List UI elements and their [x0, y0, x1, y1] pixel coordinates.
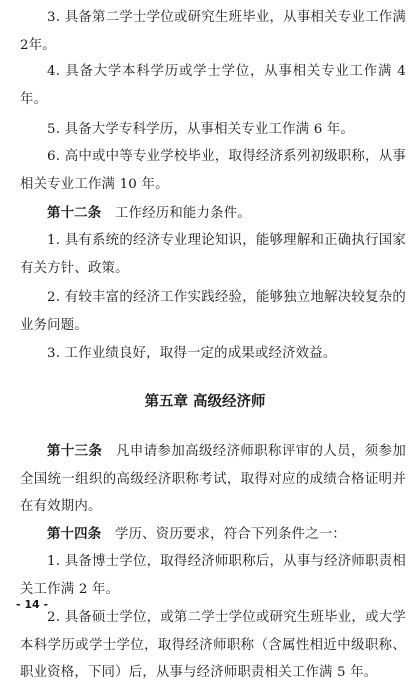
article-12-item-2: 2. 有较丰富的经济工作实践经验，能够独立地解决较复杂的业务问题。 [20, 290, 406, 333]
paragraph-item-4: 4. 具备大学本科学历或学士学位，从事相关专业工作满 4年。 [20, 64, 406, 107]
article-14-item-1: 1. 具备博士学位，取得经济师职称后，从事与经济师职责相关工作满 2 年。 [20, 554, 406, 597]
paragraph-item-3: 3. 具备第二学士学位或研究生班毕业，从事相关专业工作满2年。 [20, 10, 406, 53]
page-number: - 14 - [16, 598, 49, 611]
article-14: 第十四条 学历、资历要求，符合下列条件之一： [47, 526, 347, 542]
article-14-item-2: 2. 具备硕士学位，或第二学士学位或研究生班毕业，或大学本科学历或学士学位，取得经济师职称（含属性相近中级职称、职业资格，下同）后，从事与经济师职责相关工作满 5 年。 [20, 610, 406, 680]
article-label: 第十二条 [47, 205, 102, 221]
paragraph-item-5: 5. 具备大学专科学历，从事相关专业工作满 6 年。 [47, 122, 355, 137]
chapter-heading: 第五章 高级经济师 [144, 394, 266, 410]
article-label: 第十三条 [47, 443, 103, 459]
article-12-item-3: 3. 工作业绩良好，取得一定的成果或经济效益。 [47, 346, 337, 361]
article-12: 第十二条 工作经历和能力条件。 [47, 205, 251, 221]
article-12-item-1: 1. 具有系统的经济专业理论知识，能够理解和正确执行国家有关方针、政策。 [20, 233, 406, 276]
article-13: 第十三条 凡申请参加高级经济师职称评审的人员，须参加全国统一组织的高级经济职称考试，取得对应的成绩合格证明并在有效期内。 [20, 443, 406, 514]
article-label: 第十四条 [47, 526, 102, 542]
paragraph-item-6: 6. 高中或中等专业学校毕业，取得经济系列初级职称，从事相关专业工作满 10 年。 [20, 149, 406, 192]
